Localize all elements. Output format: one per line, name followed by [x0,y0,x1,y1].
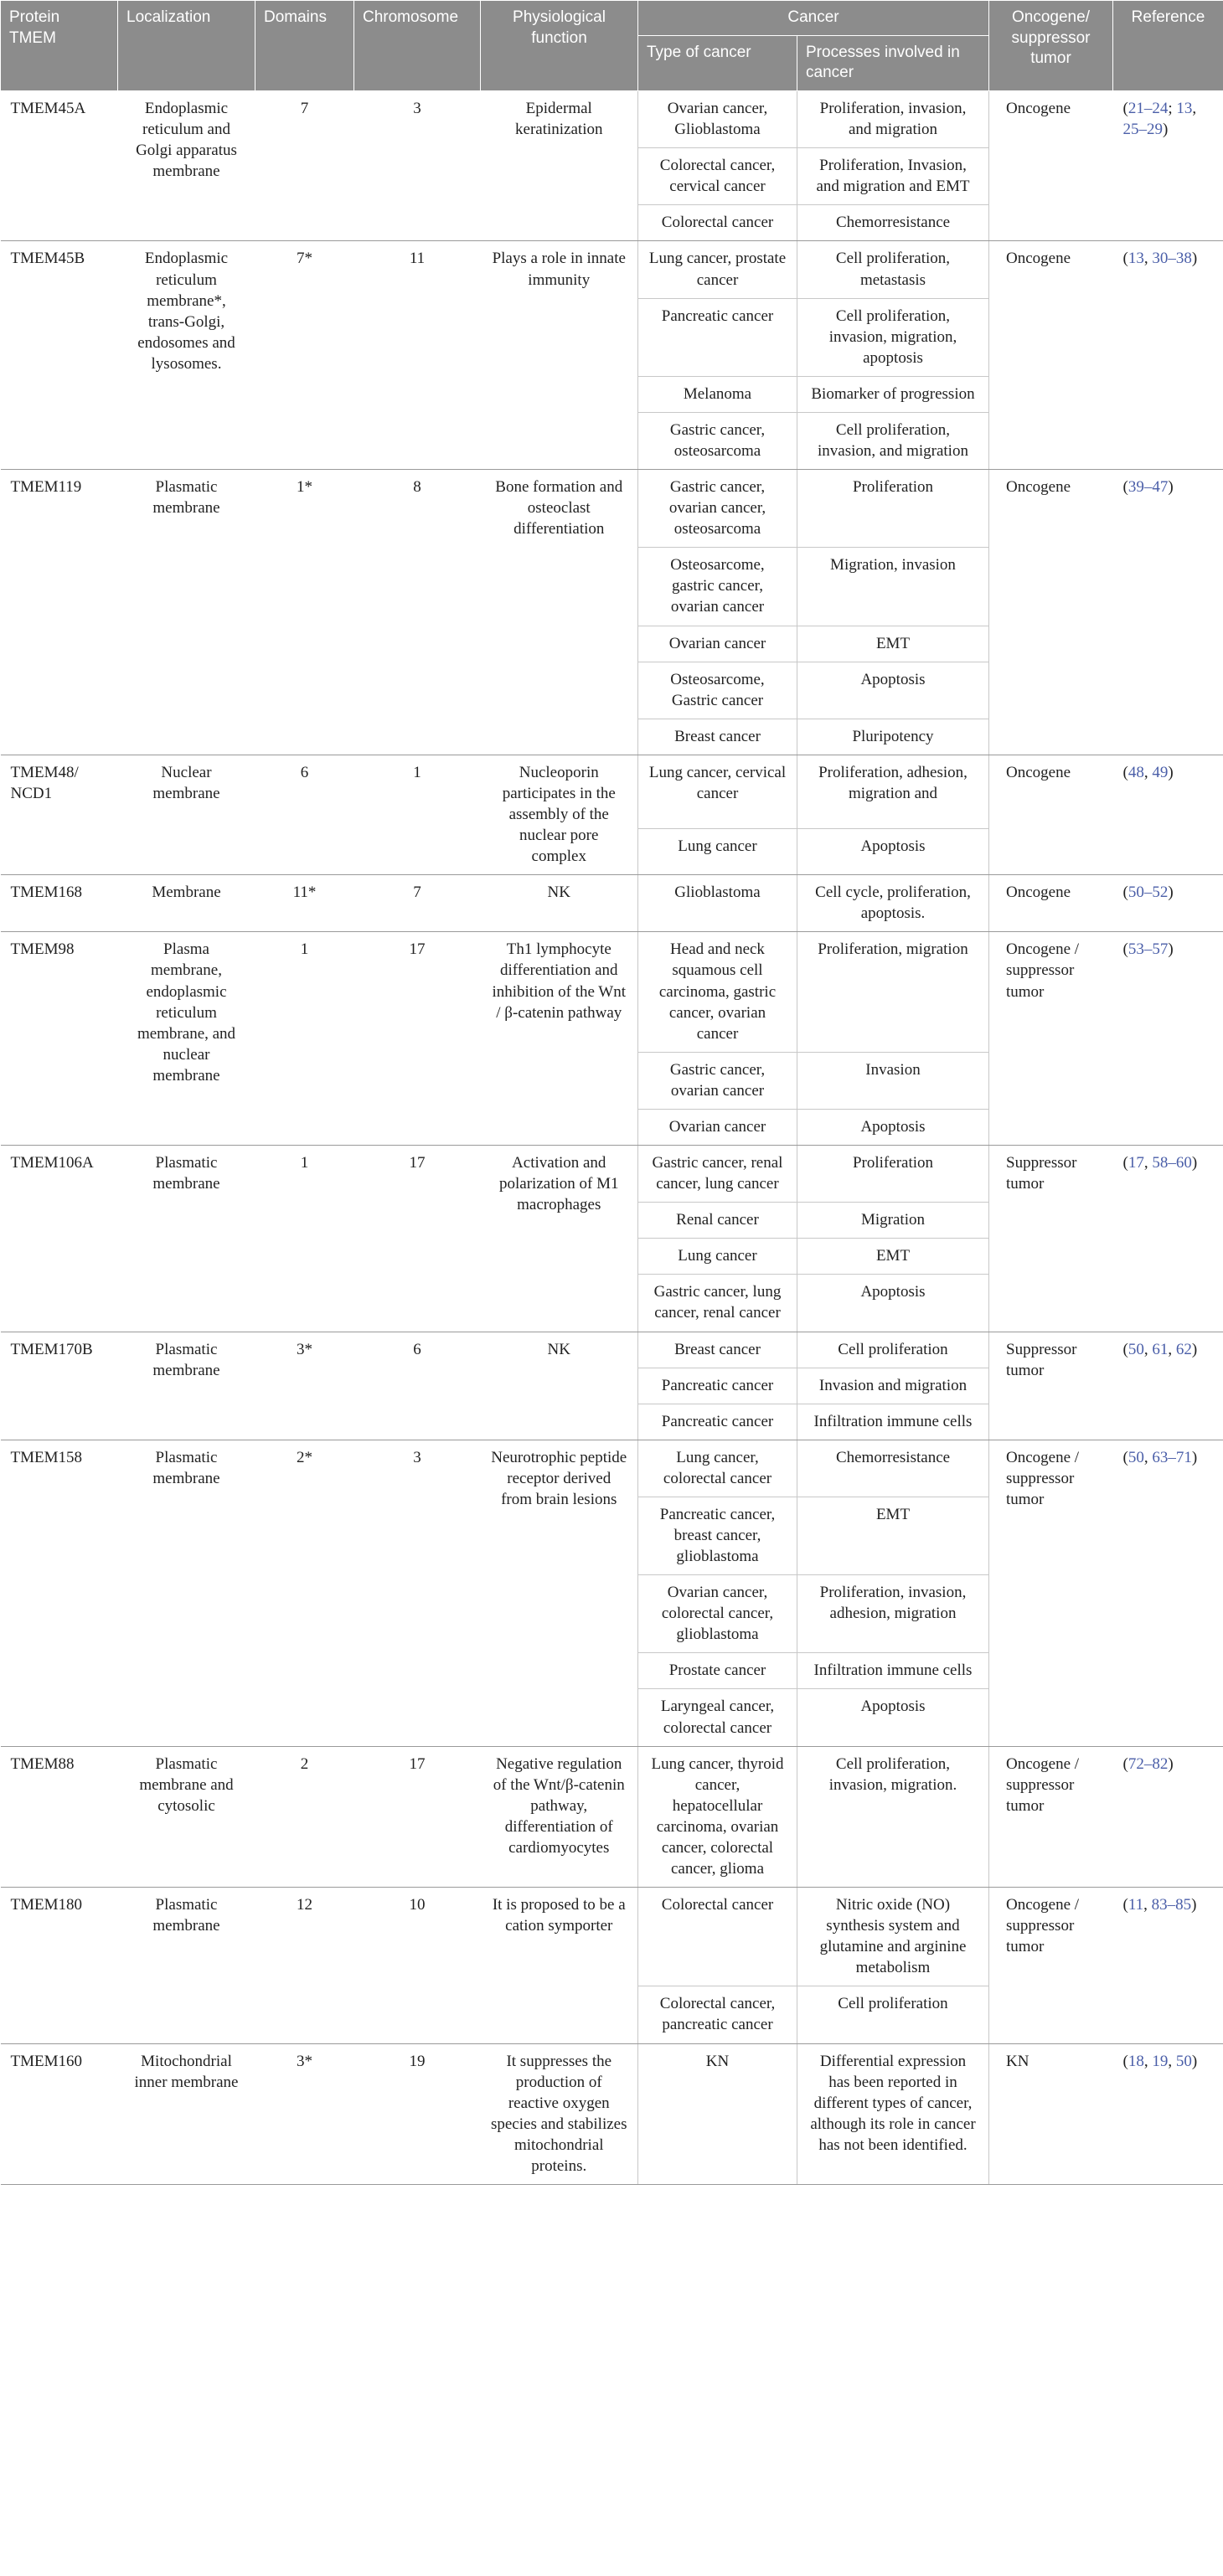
domains-cell: 12 [255,1888,354,2043]
localization-cell: Endoplasmic reticulum membrane*, trans-Golgi, endosomes and lysosomes. [118,241,255,470]
cancer-type-cell: Lung cancer, colorectal cancer [638,1440,797,1497]
reference-link[interactable]: 21–24 [1128,100,1169,118]
reference-punctuation: ( [1122,884,1128,902]
cancer-process-cell: Infiltration immune cells [797,1404,989,1440]
chromosome-cell: 17 [354,1146,481,1332]
oncogene-cell: Suppressor tumor [989,1146,1113,1332]
table-row [1,2043,1223,2184]
reference-cell [1113,1888,1223,2043]
cancer-type-cell: Prostate cancer [638,1653,797,1689]
cancer-type-cell: Breast cancer [638,1332,797,1368]
table-row [1,1888,1223,1986]
cancer-type-cell: Colorectal cancer, pancreatic cancer [638,1986,797,2043]
reference-link[interactable]: 72–82 [1128,1754,1169,1773]
cancer-process-cell: Pluripotency [797,719,989,755]
cancer-type-cell: Gastric cancer, osteosarcoma [638,412,797,469]
reference-cell [1113,932,1223,1146]
reference-link[interactable]: 19 [1152,2052,1169,2070]
reference-punctuation: ( [1122,1448,1128,1466]
oncogene-cell: Suppressor tumor [989,1332,1113,1440]
oncogene-cell: Oncogene [989,91,1113,241]
reference-link[interactable]: 39–47 [1128,478,1169,497]
cancer-process-cell: Infiltration immune cells [797,1653,989,1689]
oncogene-cell: Oncogene [989,875,1113,932]
reference-cell [1113,875,1223,932]
cancer-type-cell: Osteosarcome, gastric cancer, ovarian cancer [638,548,797,626]
cancer-process-cell: Cell proliferation, invasion, and migration [797,412,989,469]
chromosome-cell: 17 [354,1746,481,1887]
header-processes: Processes involved in cancer [797,35,989,90]
cancer-process-cell: Cell proliferation, invasion, migration. [797,1746,989,1887]
header-reference: Reference [1113,1,1223,91]
reference-punctuation: , [1168,1340,1176,1358]
cancer-type-cell: Ovarian cancer, colorectal cancer, glioblastoma [638,1575,797,1653]
cancer-type-cell: Gastric cancer, lung cancer, renal cancer [638,1275,797,1332]
cancer-type-cell: Ovarian cancer, Glioblastoma [638,91,797,148]
reference-punctuation: ( [1122,763,1128,781]
reference-punctuation: , [1192,100,1197,118]
cancer-type-cell: Gastric cancer, ovarian cancer [638,1052,797,1109]
chromosome-cell: 11 [354,241,481,470]
cancer-process-cell: Nitric oxide (NO) synthesis system and glutamine and arginine metabolism [797,1888,989,1986]
domains-cell: 3* [255,1332,354,1440]
physiological-function-cell: Epidermal keratinization [481,91,638,241]
table-row [1,1746,1223,1887]
header-localization: Localization [118,1,255,91]
reference-link[interactable]: 53–57 [1128,940,1169,959]
cancer-type-cell: Lung cancer, cervical cancer [638,755,797,828]
cancer-type-cell: Gastric cancer, ovarian cancer, osteosarcoma [638,470,797,548]
physiological-function-cell: NK [481,875,638,932]
chromosome-cell: 10 [354,1888,481,2043]
domains-cell: 2 [255,1746,354,1887]
protein-cell: TMEM158 [1,1440,118,1746]
cancer-process-cell: Proliferation, adhesion, migration and [797,755,989,828]
cancer-type-cell: Head and neck squamous cell carcinoma, gastric cancer, ovarian cancer [638,932,797,1052]
reference-punctuation: ( [1122,2052,1128,2070]
oncogene-cell: Oncogene / suppressor tumor [989,1440,1113,1746]
table-header [1,1,1223,91]
physiological-function-cell: It suppresses the production of reactive oxygen species and stabilizes mitochondrial proteins. [481,2043,638,2184]
reference-link[interactable]: 63–71 [1152,1448,1192,1466]
localization-cell: Plasmatic membrane [118,1440,255,1746]
header-domains: Domains [255,1,354,91]
localization-cell: Plasmatic membrane [118,1146,255,1332]
reference-cell [1113,91,1223,241]
chromosome-cell: 3 [354,1440,481,1746]
cancer-process-cell: Apoptosis [797,1689,989,1746]
table-row [1,875,1223,932]
cancer-process-cell: Cell proliferation, invasion, migration, apoptosis [797,298,989,376]
reference-punctuation: , [1143,250,1153,268]
reference-link[interactable]: 83–85 [1151,1896,1192,1914]
cancer-process-cell: Cell proliferation, metastasis [797,241,989,298]
domains-cell: 6 [255,755,354,874]
reference-punctuation: ( [1122,1154,1128,1172]
reference-punctuation: ( [1122,1340,1128,1358]
physiological-function-cell: Activation and polarization of M1 macrophages [481,1146,638,1332]
cancer-type-cell: Melanoma [638,376,797,412]
cancer-type-cell: Gastric cancer, renal cancer, lung cancer [638,1146,797,1203]
header-type-of-cancer: Type of cancer [638,35,797,90]
cancer-type-cell: Colorectal cancer, cervical cancer [638,148,797,205]
cancer-type-cell: Lung cancer [638,828,797,875]
reference-cell [1113,2043,1223,2184]
cancer-type-cell: Lung cancer, thyroid cancer, hepatocellular carcinoma, ovarian cancer, colorectal cancer, glioma [638,1746,797,1887]
reference-link[interactable]: 48 [1128,763,1144,781]
reference-link[interactable]: 50–52 [1128,884,1169,902]
cancer-type-cell: Osteosarcome, Gastric cancer [638,662,797,719]
reference-punctuation: ) [1191,2052,1198,2070]
reference-punctuation: , [1143,2052,1153,2070]
cancer-type-cell: Colorectal cancer [638,205,797,241]
cancer-process-cell: Invasion [797,1052,989,1109]
physiological-function-cell: It is proposed to be a cation symporter [481,1888,638,2043]
physiological-function-cell: NK [481,1332,638,1440]
domains-cell: 2* [255,1440,354,1746]
cancer-process-cell: Biomarker of progression [797,376,989,412]
reference-link[interactable]: 11 [1128,1896,1144,1914]
table-row [1,1332,1223,1368]
reference-link[interactable]: 13 [1128,250,1144,268]
domains-cell: 1 [255,932,354,1146]
reference-link[interactable]: 49 [1152,763,1169,781]
reference-link[interactable]: 17 [1128,1154,1144,1172]
reference-punctuation: ) [1168,884,1174,902]
cancer-process-cell: Proliferation [797,470,989,548]
cancer-type-cell: Ovarian cancer [638,626,797,662]
reference-punctuation: , [1168,2052,1176,2070]
localization-cell: Plasmatic membrane [118,470,255,755]
reference-link[interactable]: 25–29 [1122,121,1163,139]
chromosome-cell: 7 [354,875,481,932]
table-row [1,1440,1223,1497]
domains-cell: 1 [255,1146,354,1332]
localization-cell: Nuclear membrane [118,755,255,874]
domains-cell: 7 [255,91,354,241]
protein-cell: TMEM180 [1,1888,118,2043]
table-row [1,1146,1223,1203]
header-physiological-function: Physiological function [481,1,638,91]
cancer-type-cell: Pancreatic cancer [638,1368,797,1404]
cancer-type-cell: Lung cancer [638,1239,797,1275]
cancer-process-cell: Migration, invasion [797,548,989,626]
cancer-type-cell: Breast cancer [638,719,797,755]
cancer-process-cell: Proliferation, invasion, and migration [797,91,989,148]
cancer-process-cell: Cell proliferation [797,1986,989,2043]
header-cancer: Cancer [638,1,989,36]
localization-cell: Plasmatic membrane [118,1888,255,2043]
cancer-process-cell: Apoptosis [797,828,989,875]
oncogene-cell: Oncogene [989,241,1113,470]
header-chromosome: Chromosome [354,1,481,91]
chromosome-cell: 17 [354,932,481,1146]
table-row [1,755,1223,828]
cancer-type-cell: Laryngeal cancer, colorectal cancer [638,1689,797,1746]
domains-cell: 11* [255,875,354,932]
cancer-process-cell: Differential expression has been reported in different types of cancer, although its role in cancer has not been identified. [797,2043,989,2184]
oncogene-cell: KN [989,2043,1113,2184]
reference-link[interactable]: 50 [1175,2052,1192,2070]
protein-cell: TMEM45A [1,91,118,241]
reference-link[interactable]: 58–60 [1152,1154,1192,1172]
reference-punctuation: ( [1122,478,1128,497]
oncogene-cell: Oncogene [989,755,1113,874]
oncogene-cell: Oncogene / suppressor tumor [989,932,1113,1146]
cancer-type-cell: Glioblastoma [638,875,797,932]
domains-cell: 1* [255,470,354,755]
physiological-function-cell: Nucleoporin participates in the assembly of the nuclear pore complex [481,755,638,874]
chromosome-cell: 3 [354,91,481,241]
reference-punctuation: ( [1122,1896,1128,1914]
reference-punctuation: ) [1191,1154,1198,1172]
cancer-process-cell: Apoptosis [797,662,989,719]
reference-punctuation: ( [1122,250,1128,268]
reference-punctuation: ) [1191,1340,1198,1358]
chromosome-cell: 19 [354,2043,481,2184]
reference-punctuation: ) [1168,1754,1174,1773]
cancer-process-cell: Chemorresistance [797,1440,989,1497]
table-row [1,470,1223,548]
cancer-process-cell: Cell cycle, proliferation, apoptosis. [797,875,989,932]
reference-cell [1113,1332,1223,1440]
cancer-type-cell: Ovarian cancer [638,1109,797,1145]
chromosome-cell: 6 [354,1332,481,1440]
physiological-function-cell: Bone formation and osteoclast differentiation [481,470,638,755]
table-row [1,241,1223,298]
cancer-process-cell: Proliferation, migration [797,932,989,1052]
cancer-type-cell: Renal cancer [638,1203,797,1239]
cancer-process-cell: EMT [797,1497,989,1574]
protein-cell: TMEM48/ NCD1 [1,755,118,874]
localization-cell: Plasmatic membrane [118,1332,255,1440]
cancer-type-cell: Pancreatic cancer, breast cancer, glioblastoma [638,1497,797,1574]
cancer-process-cell: Proliferation [797,1146,989,1203]
physiological-function-cell: Th1 lymphocyte differentiation and inhibition of the Wnt / β-catenin pathway [481,932,638,1146]
physiological-function-cell: Neurotrophic peptide receptor derived from brain lesions [481,1440,638,1746]
reference-punctuation: ( [1122,1754,1128,1773]
reference-link[interactable]: 62 [1175,1340,1192,1358]
protein-cell: TMEM168 [1,875,118,932]
physiological-function-cell: Negative regulation of the Wnt/β-catenin pathway, differentiation of cardiomyocytes [481,1746,638,1887]
protein-cell: TMEM88 [1,1746,118,1887]
cancer-process-cell: Apoptosis [797,1275,989,1332]
reference-punctuation: ) [1191,1896,1197,1914]
reference-link[interactable]: 50 [1128,1448,1144,1466]
cancer-type-cell: Lung cancer, prostate cancer [638,241,797,298]
protein-cell: TMEM98 [1,932,118,1146]
protein-cell: TMEM160 [1,2043,118,2184]
reference-punctuation: ( [1122,100,1128,118]
localization-cell: Mitochondrial inner membrane [118,2043,255,2184]
reference-punctuation: ( [1122,940,1128,959]
cancer-process-cell: Proliferation, Invasion, and migration and EMT [797,148,989,205]
reference-link[interactable]: 30–38 [1152,250,1192,268]
reference-cell [1113,1146,1223,1332]
cancer-type-cell: KN [638,2043,797,2184]
protein-cell: TMEM119 [1,470,118,755]
reference-punctuation: ) [1163,121,1169,139]
cancer-process-cell: Cell proliferation [797,1332,989,1368]
domains-cell: 7* [255,241,354,470]
reference-punctuation: , [1143,763,1153,781]
protein-cell: TMEM106A [1,1146,118,1332]
cancer-type-cell: Pancreatic cancer [638,1404,797,1440]
cancer-process-cell: EMT [797,626,989,662]
header-protein: Protein TMEM [1,1,118,91]
cancer-process-cell: Proliferation, invasion, adhesion, migration [797,1575,989,1653]
reference-punctuation: , [1143,1340,1153,1358]
domains-cell: 3* [255,2043,354,2184]
oncogene-cell: Oncogene [989,470,1113,755]
table-body [1,91,1223,2185]
reference-punctuation: ; [1168,100,1177,118]
reference-cell [1113,1440,1223,1746]
reference-cell [1113,470,1223,755]
reference-cell [1113,1746,1223,1887]
reference-link[interactable]: 50 [1128,1340,1144,1358]
table-row [1,91,1223,148]
localization-cell: Endoplasmic reticulum and Golgi apparatus membrane [118,91,255,241]
reference-punctuation: ) [1168,478,1174,497]
oncogene-cell: Oncogene / suppressor tumor [989,1888,1113,2043]
cancer-process-cell: Invasion and migration [797,1368,989,1404]
protein-cell: TMEM170B [1,1332,118,1440]
reference-cell [1113,241,1223,470]
oncogene-cell: Oncogene / suppressor tumor [989,1746,1113,1887]
cancer-process-cell: Chemorresistance [797,205,989,241]
cancer-type-cell: Pancreatic cancer [638,298,797,376]
reference-link[interactable]: 18 [1128,2052,1144,2070]
reference-punctuation: ) [1168,940,1174,959]
localization-cell: Plasmatic membrane and cytosolic [118,1746,255,1887]
reference-link[interactable]: 61 [1152,1340,1169,1358]
cancer-type-cell: Colorectal cancer [638,1888,797,1986]
reference-punctuation: ) [1168,763,1174,781]
reference-cell [1113,755,1223,874]
chromosome-cell: 8 [354,470,481,755]
cancer-process-cell: EMT [797,1239,989,1275]
localization-cell: Membrane [118,875,255,932]
localization-cell: Plasma membrane, endoplasmic reticulum membrane, and nuclear membrane [118,932,255,1146]
cancer-process-cell: Migration [797,1203,989,1239]
reference-punctuation: , [1143,1896,1152,1914]
reference-punctuation: ) [1191,1448,1198,1466]
physiological-function-cell: Plays a role in innate immunity [481,241,638,470]
chromosome-cell: 1 [354,755,481,874]
protein-cell: TMEM45B [1,241,118,470]
reference-punctuation: ) [1191,250,1198,268]
reference-punctuation: , [1143,1154,1153,1172]
reference-link[interactable]: 13 [1176,100,1193,118]
reference-punctuation: , [1143,1448,1153,1466]
table-row [1,932,1223,1052]
header-oncogene: Oncogene/ suppressor tumor [989,1,1113,91]
cancer-process-cell: Apoptosis [797,1109,989,1145]
